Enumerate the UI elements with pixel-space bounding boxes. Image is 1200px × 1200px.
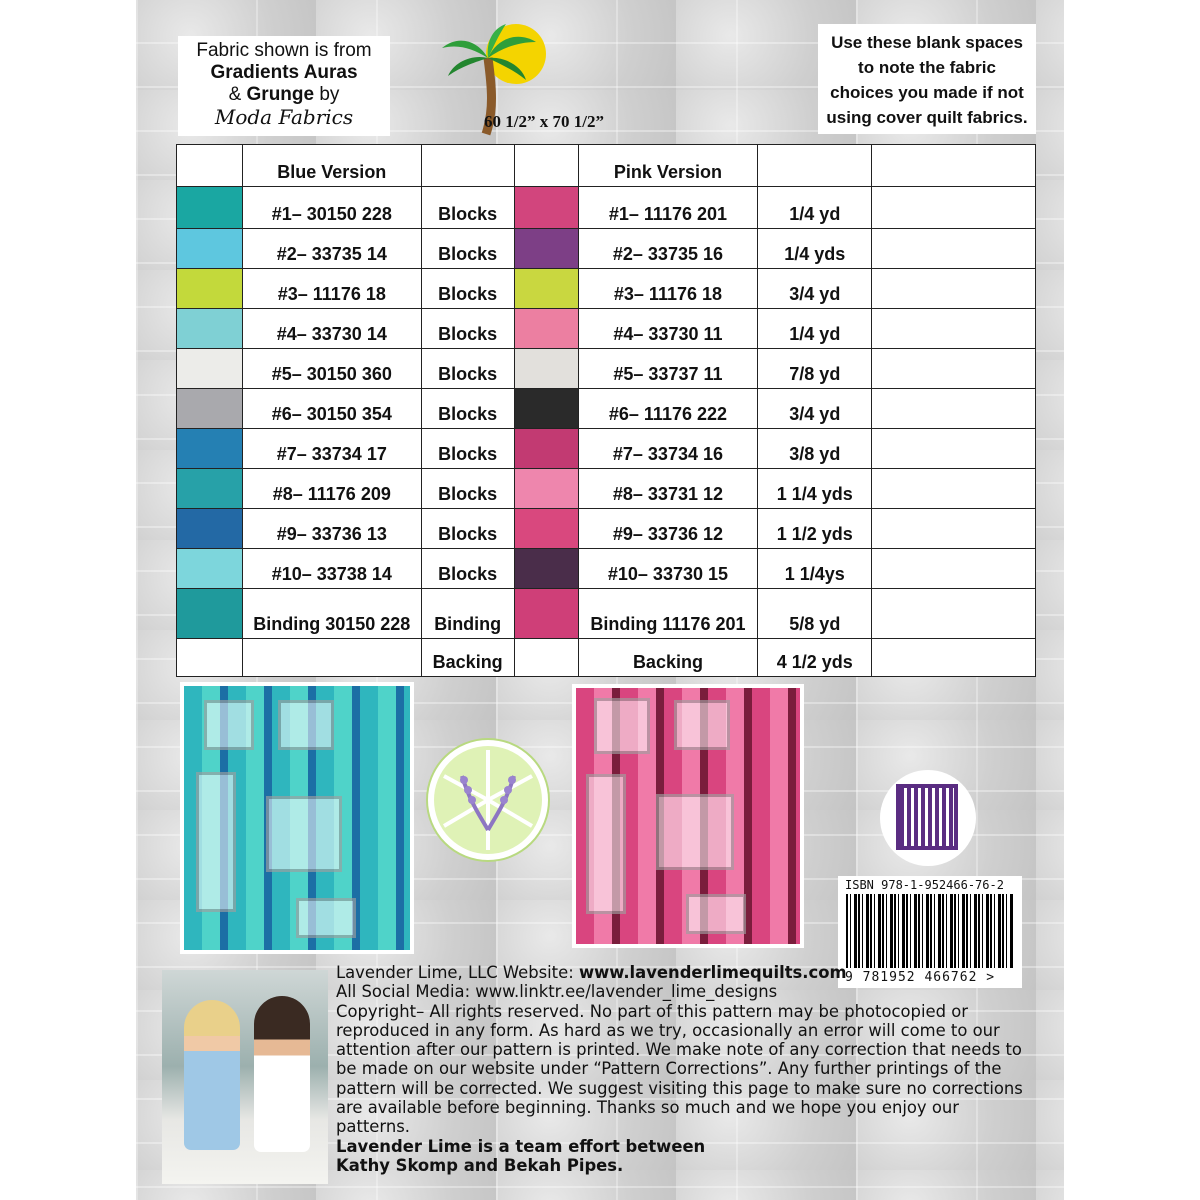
fabric-note-line2: Gradients Auras xyxy=(210,62,358,83)
fabric-amount: 1/4 yds xyxy=(758,229,872,269)
blue-swatch xyxy=(177,469,243,509)
blank-note-line3: choices you made if not xyxy=(830,83,1024,102)
fabric-use: Blocks xyxy=(421,229,514,269)
blue-fabric-number: #7– 33734 17 xyxy=(242,429,421,469)
blue-fabric-number: #10– 33738 14 xyxy=(242,549,421,589)
header-empty-cell xyxy=(872,145,1036,187)
blue-fabric-number: #1– 30150 228 xyxy=(242,187,421,229)
pink-version-header: Pink Version xyxy=(578,145,758,187)
barcode-number: 9 781952 466762 > xyxy=(845,970,996,985)
designers-photo xyxy=(162,970,328,1184)
header-empty-cell xyxy=(421,145,514,187)
fabric-requirements-table xyxy=(176,144,1036,677)
blank-note-line2: to note the fabric xyxy=(858,58,996,77)
fabric-use: Blocks xyxy=(421,509,514,549)
blank-note-cell xyxy=(872,549,1036,589)
fabric-use: Blocks xyxy=(421,549,514,589)
blue-swatch xyxy=(177,229,243,269)
quilt-block xyxy=(674,700,730,750)
blue-version-header: Blue Version xyxy=(242,145,421,187)
pink-fabric-number: Backing xyxy=(578,639,758,677)
fabric-row xyxy=(177,589,1036,639)
pink-fabric-number: #5– 33737 11 xyxy=(578,349,758,389)
fabric-amount: 1 1/4 yds xyxy=(758,469,872,509)
header-empty-cell xyxy=(514,145,578,187)
fabric-amount: 3/8 yd xyxy=(758,429,872,469)
fabric-amount: 3/4 yd xyxy=(758,389,872,429)
fabric-use: Binding xyxy=(421,589,514,639)
blue-swatch xyxy=(177,269,243,309)
blue-fabric-number: Binding 30150 228 xyxy=(242,589,421,639)
fabric-row xyxy=(177,469,1036,509)
blue-swatch xyxy=(177,589,243,639)
pink-swatch xyxy=(514,269,578,309)
lavender-lime-logo xyxy=(428,740,548,860)
fabric-amount: 1 1/2 yds xyxy=(758,509,872,549)
barcode-icon xyxy=(846,894,1014,968)
fabric-amount: 5/8 yd xyxy=(758,589,872,639)
designer-kathy xyxy=(184,1000,240,1150)
fabric-use: Blocks xyxy=(421,309,514,349)
fabric-row xyxy=(177,309,1036,349)
fabric-row xyxy=(177,389,1036,429)
fabric-row xyxy=(177,269,1036,309)
fabric-amount: 1 1/4ys xyxy=(758,549,872,589)
fabric-use: Blocks xyxy=(421,187,514,229)
fabric-note-line1: Fabric shown is from xyxy=(196,40,372,61)
qr-code-icon[interactable] xyxy=(896,784,958,850)
fabric-amount: 3/4 yd xyxy=(758,269,872,309)
fabric-row xyxy=(177,187,1036,229)
fabric-note-grunge: Grunge xyxy=(246,84,315,105)
social-media-link[interactable]: All Social Media: www.linktr.ee/lavender_lime_designs xyxy=(336,982,778,1002)
blue-fabric-number: #9– 33736 13 xyxy=(242,509,421,549)
fabric-row xyxy=(177,549,1036,589)
copyright-text: Copyright– All rights reserved. No part of this pattern may be photocopied or reproduced in any form. As hard as we try, occasionally an error will come to our attention after our pattern is printed. We make note of any correction that needs to be made on our website under “Pattern Corrections”. Any further printings of the pattern will be corrected. We suggest visiting this page to make sure no corrections are available before beginning. Thanks so much and we hope you enjoy our patterns. xyxy=(336,1001,1023,1137)
blue-fabric-number xyxy=(242,639,421,677)
fabric-row xyxy=(177,639,1036,677)
fabric-row xyxy=(177,349,1036,389)
blue-fabric-number: #4– 33730 14 xyxy=(242,309,421,349)
blank-note-cell xyxy=(872,429,1036,469)
pink-swatch xyxy=(514,429,578,469)
website-line xyxy=(336,963,1036,982)
table-header-row xyxy=(177,145,1036,187)
moda-fabrics-logo: Moda Fabrics xyxy=(214,105,354,129)
blue-fabric-number: #3– 11176 18 xyxy=(242,269,421,309)
pink-fabric-number: #7– 33734 16 xyxy=(578,429,758,469)
blue-fabric-number: #6– 30150 354 xyxy=(242,389,421,429)
blank-note-line4: using cover quilt fabrics. xyxy=(826,108,1028,127)
pink-swatch xyxy=(514,389,578,429)
pink-fabric-number: #10– 33730 15 xyxy=(578,549,758,589)
blank-note-cell xyxy=(872,639,1036,677)
header-empty-cell xyxy=(758,145,872,187)
fabric-use: Backing xyxy=(421,639,514,677)
quilt-block xyxy=(586,774,626,914)
blank-spaces-note xyxy=(818,24,1036,134)
website-link[interactable]: www.lavenderlimequilts.com xyxy=(578,963,847,982)
pink-fabric-number: Binding 11176 201 xyxy=(578,589,758,639)
quilt-block xyxy=(594,698,650,754)
blue-swatch xyxy=(177,389,243,429)
pink-fabric-number: #4– 33730 11 xyxy=(578,309,758,349)
pink-swatch xyxy=(514,349,578,389)
fabric-note-line3 xyxy=(178,84,390,106)
blank-note-cell xyxy=(872,589,1036,639)
fabric-amount: 7/8 yd xyxy=(758,349,872,389)
pink-fabric-number: #6– 11176 222 xyxy=(578,389,758,429)
quilt-block xyxy=(278,700,334,750)
blank-note-cell xyxy=(872,349,1036,389)
blank-note-cell xyxy=(872,509,1036,549)
fabric-source-note xyxy=(178,36,390,136)
fabric-note-amp: & xyxy=(228,84,247,105)
team-line-1: Lavender Lime is a team effort between xyxy=(336,1136,706,1156)
fabric-note-by: by xyxy=(314,84,340,105)
blue-swatch xyxy=(177,187,243,229)
blue-swatch xyxy=(177,309,243,349)
blue-fabric-number: #2– 33735 14 xyxy=(242,229,421,269)
website-label: Lavender Lime, LLC Website: xyxy=(336,963,579,982)
blue-fabric-number: #8– 11176 209 xyxy=(242,469,421,509)
blue-quilt-photo xyxy=(180,682,414,954)
pink-fabric-number: #8– 33731 12 xyxy=(578,469,758,509)
blank-note-cell xyxy=(872,309,1036,349)
fabric-amount: 1/4 yd xyxy=(758,309,872,349)
isbn: ISBN 978-1-952466-76-2 xyxy=(845,878,1004,892)
blue-swatch xyxy=(177,349,243,389)
pink-fabric-number: #9– 33736 12 xyxy=(578,509,758,549)
pink-swatch xyxy=(514,589,578,639)
pink-swatch xyxy=(514,229,578,269)
blue-fabric-number: #5– 30150 360 xyxy=(242,349,421,389)
quilt-size: 60 1/2” x 70 1/2” xyxy=(484,112,604,131)
quilt-block xyxy=(266,796,342,872)
pink-quilt-photo xyxy=(572,684,804,948)
blue-swatch xyxy=(177,549,243,589)
quilt-block xyxy=(656,794,734,870)
designer-bekah xyxy=(254,996,310,1152)
fabric-row xyxy=(177,429,1036,469)
quilt-block xyxy=(196,772,236,912)
pink-swatch xyxy=(514,469,578,509)
fabric-amount: 1/4 yd xyxy=(758,187,872,229)
blue-swatch xyxy=(177,639,243,677)
quilt-block xyxy=(686,894,746,934)
blue-swatch xyxy=(177,509,243,549)
quilt-block xyxy=(204,700,254,750)
pink-fabric-number: #1– 11176 201 xyxy=(578,187,758,229)
blank-note-cell xyxy=(872,389,1036,429)
blank-note-cell xyxy=(872,229,1036,269)
blue-swatch xyxy=(177,429,243,469)
lime-slice-icon xyxy=(434,746,542,854)
footer-info xyxy=(336,963,1036,1175)
fabric-row xyxy=(177,509,1036,549)
fabric-use: Blocks xyxy=(421,269,514,309)
pink-swatch xyxy=(514,309,578,349)
team-line-2: Kathy Skomp and Bekah Pipes. xyxy=(336,1155,624,1175)
pink-swatch xyxy=(514,509,578,549)
quilt-block xyxy=(296,898,356,938)
header-empty-cell xyxy=(177,145,243,187)
pink-fabric-number: #2– 33735 16 xyxy=(578,229,758,269)
blank-note-cell xyxy=(872,469,1036,509)
pink-fabric-number: #3– 11176 18 xyxy=(578,269,758,309)
fabric-use: Blocks xyxy=(421,469,514,509)
fabric-amount: 4 1/2 yds xyxy=(758,639,872,677)
pink-swatch xyxy=(514,187,578,229)
fabric-row xyxy=(177,229,1036,269)
fabric-use: Blocks xyxy=(421,389,514,429)
pink-swatch xyxy=(514,639,578,677)
blank-note-cell xyxy=(872,269,1036,309)
fabric-use: Blocks xyxy=(421,429,514,469)
blank-note-cell xyxy=(872,187,1036,229)
blank-note-line1: Use these blank spaces xyxy=(831,33,1023,52)
pink-swatch xyxy=(514,549,578,589)
fabric-use: Blocks xyxy=(421,349,514,389)
